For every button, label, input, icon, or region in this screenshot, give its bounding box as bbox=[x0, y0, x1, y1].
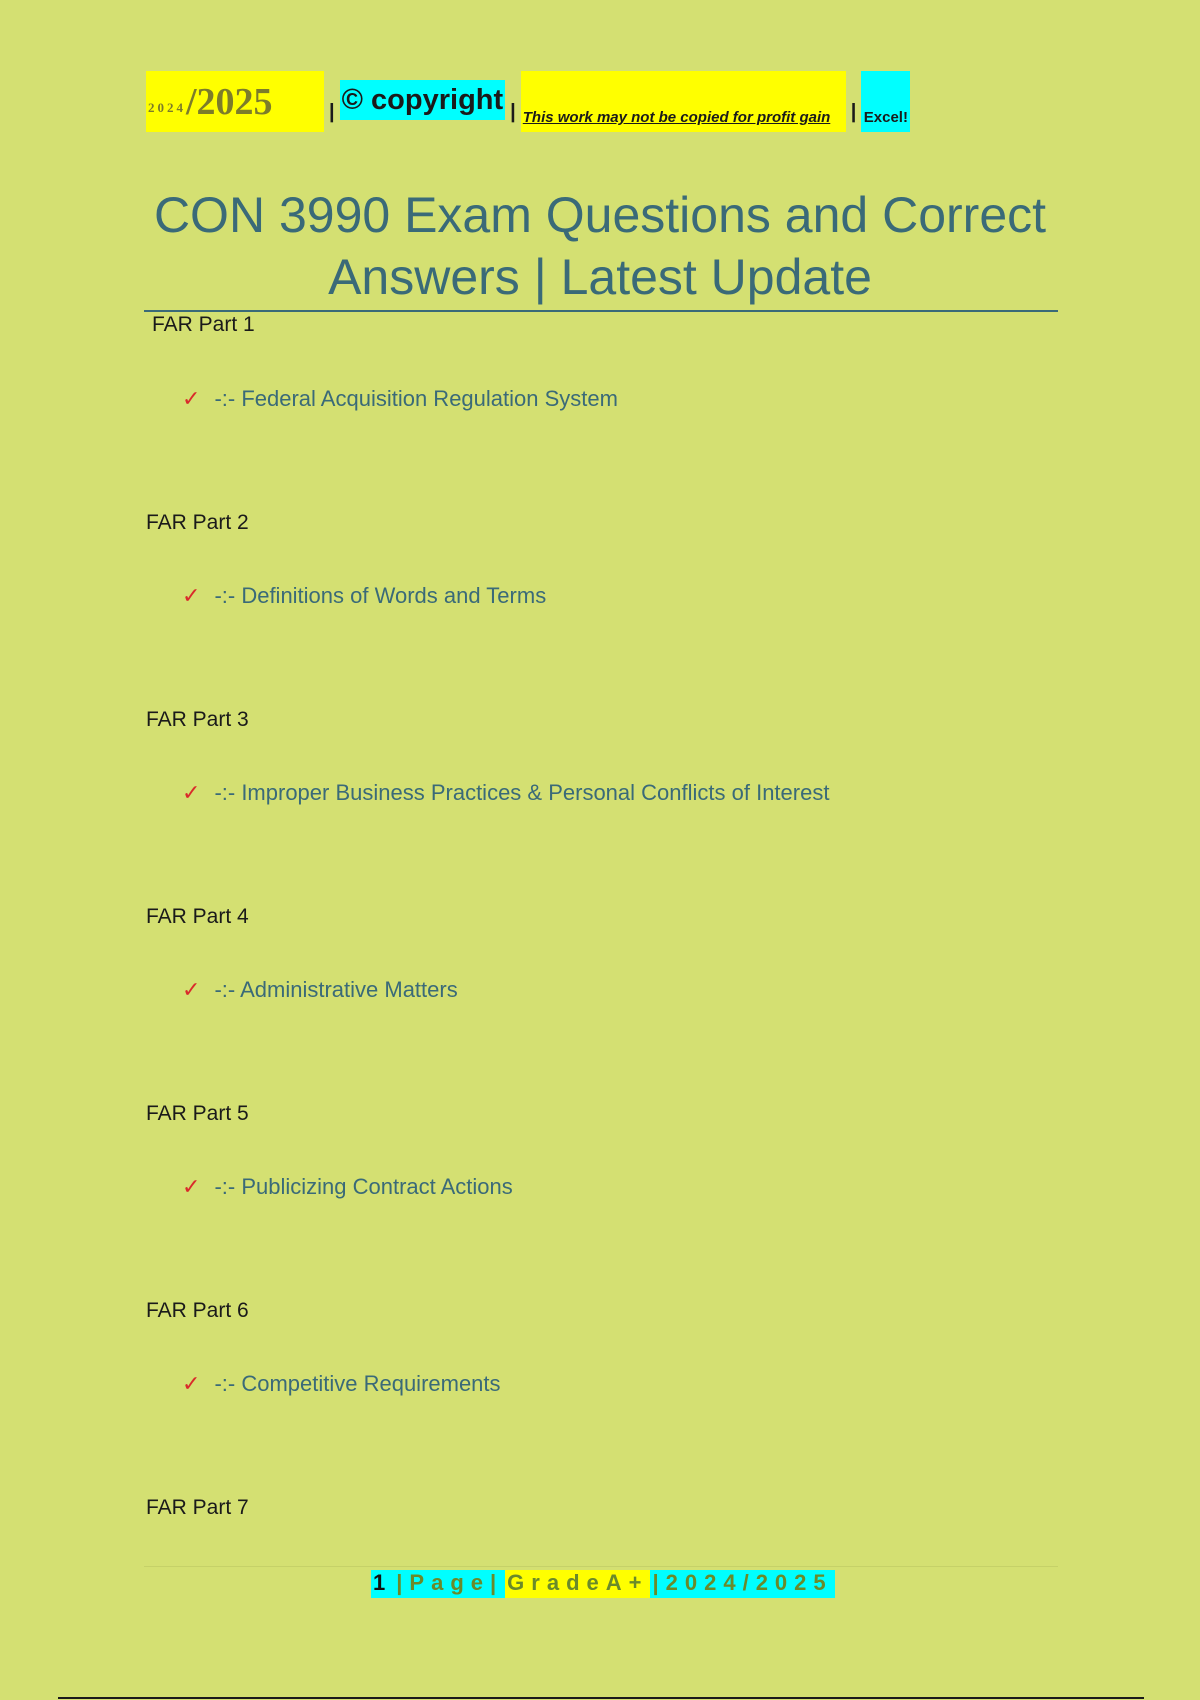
grade-label: GradeA+ bbox=[505, 1570, 650, 1598]
answer-5 bbox=[182, 1174, 513, 1200]
question-2: FAR Part 2 bbox=[146, 511, 249, 534]
answer-2 bbox=[182, 583, 546, 609]
excel-badge: Excel! bbox=[861, 71, 910, 132]
check-icon: ✓ bbox=[182, 977, 201, 1002]
copy-notice: This work may not be copied for profit gain bbox=[521, 71, 846, 132]
page-label: |Page| bbox=[394, 1570, 505, 1598]
title-divider bbox=[144, 310, 1058, 312]
year-big: /2025 bbox=[186, 80, 273, 123]
answer-text: -:- Competitive Requirements bbox=[214, 1371, 501, 1396]
question-6: FAR Part 6 bbox=[146, 1299, 249, 1322]
question-3: FAR Part 3 bbox=[146, 708, 249, 731]
footer-year: |2024/2025 bbox=[650, 1570, 834, 1598]
answer-3 bbox=[182, 780, 829, 806]
year-badge bbox=[146, 71, 324, 132]
question-7: FAR Part 7 bbox=[146, 1496, 249, 1519]
page-footer bbox=[371, 1570, 835, 1598]
question-5: FAR Part 5 bbox=[146, 1102, 249, 1125]
answer-1 bbox=[182, 386, 618, 412]
separator: | bbox=[850, 101, 857, 123]
answer-text: -:- Administrative Matters bbox=[214, 977, 458, 1002]
answer-4 bbox=[182, 977, 458, 1003]
copyright-label: © copyright bbox=[340, 80, 506, 120]
separator: | bbox=[329, 101, 335, 123]
page-bottom-border bbox=[58, 1697, 1144, 1699]
answer-text: -:- Definitions of Words and Terms bbox=[214, 583, 547, 608]
check-icon: ✓ bbox=[182, 583, 201, 608]
answer-text: -:- Publicizing Contract Actions bbox=[214, 1174, 513, 1199]
page-title: CON 3990 Exam Questions and Correct Answers | Latest Update bbox=[153, 187, 1047, 305]
page-number: 1 bbox=[371, 1570, 394, 1598]
answer-text: -:- Federal Acquisition Regulation System bbox=[214, 386, 618, 411]
check-icon: ✓ bbox=[182, 386, 201, 411]
question-4: FAR Part 4 bbox=[146, 905, 249, 928]
year-small: 2024 bbox=[148, 99, 186, 115]
question-1: FAR Part 1 bbox=[152, 313, 255, 336]
answer-6 bbox=[182, 1371, 501, 1397]
footer-divider bbox=[144, 1566, 1058, 1567]
check-icon: ✓ bbox=[182, 1174, 201, 1199]
answer-text: -:- Improper Business Practices & Personal Conflicts of Interest bbox=[214, 780, 830, 805]
separator: | bbox=[510, 101, 516, 123]
header-banner bbox=[146, 71, 910, 132]
check-icon: ✓ bbox=[182, 780, 201, 805]
check-icon: ✓ bbox=[182, 1371, 201, 1396]
